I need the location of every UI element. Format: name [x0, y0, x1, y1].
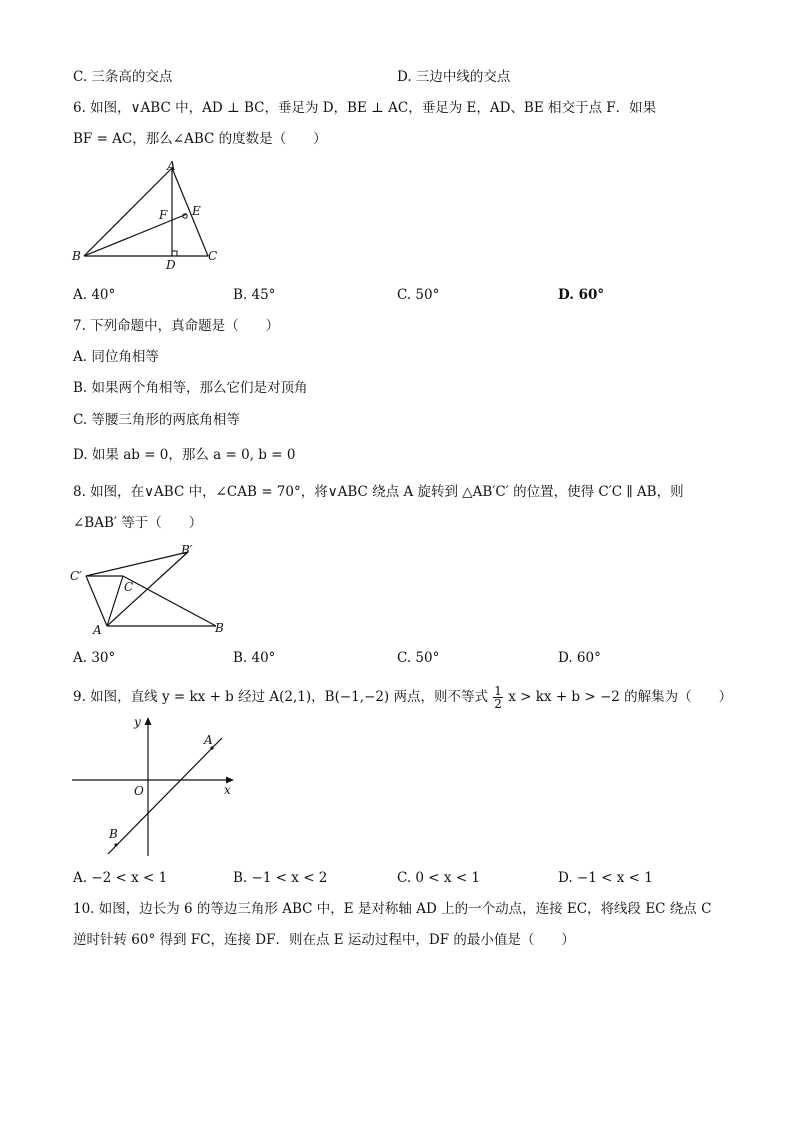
q8-stem-line2: ∠BAB′ 等于（ ） [73, 515, 203, 531]
q8-label-c1: C′ [70, 569, 82, 583]
q5-option-c: C. 三条高的交点 [73, 69, 173, 85]
q6-label-b: B [72, 249, 81, 263]
q8-label-b1: B′ [181, 543, 193, 557]
q8-figure [66, 540, 238, 640]
q6-label-d: D [166, 258, 176, 272]
q8-option-d: D. 60° [558, 650, 601, 666]
q10-stem-line2: 逆时针转 60° 得到 FC，连接 DF．则在点 E 运动过程中，DF 的最小值是（ ） [73, 932, 575, 948]
q9-option-d: D. −1 < x < 1 [558, 870, 653, 886]
q6-label-f: F [159, 208, 168, 222]
q9-label-a: A [204, 733, 213, 747]
q8-option-a: A. 30° [73, 650, 116, 666]
q9-label-o: O [134, 784, 144, 798]
q6-label-c: C [208, 249, 218, 263]
q7-stem: 7. 下列命题中，真命题是（ ） [73, 318, 280, 334]
q9-stem [73, 685, 732, 710]
q6-label-e: E [192, 204, 201, 218]
q9-fraction [493, 685, 503, 710]
q5-option-d: D. 三边中线的交点 [397, 69, 511, 85]
q6-stem-line1: 6. 如图，∨ABC 中，AD ⊥ BC，垂足为 D，BE ⊥ AC，垂足为 E，AD、BE 相交于点 F．如果 [73, 100, 657, 116]
q9-fraction-den: 2 [494, 697, 502, 711]
q6-option-a: A. 40° [73, 287, 116, 303]
q8-option-b: B. 40° [233, 650, 276, 666]
q6-option-b: B. 45° [233, 287, 276, 303]
q7-option-a: A. 同位角相等 [73, 349, 159, 365]
q6-label-a: A [167, 160, 176, 173]
q7-option-b: B. 如果两个角相等，那么它们是对顶角 [73, 380, 308, 396]
q8-option-c: C. 50° [397, 650, 440, 666]
q8-label-b: B [215, 621, 224, 635]
q9-figure [66, 712, 244, 862]
q9-option-c: C. 0 < x < 1 [397, 870, 481, 886]
q9-label-b: B [109, 827, 118, 841]
q8-label-a: A [93, 623, 102, 637]
q6-option-d: D. 60° [558, 287, 605, 303]
q6-stem-line2: BF = AC，那么∠ABC 的度数是（ ） [73, 131, 327, 147]
q7-option-d: D. 如果 ab = 0，那么 a = 0, b = 0 [73, 447, 296, 463]
q8-label-c: C [124, 580, 134, 594]
q9-option-a: A. −2 < x < 1 [73, 870, 168, 886]
q9-stem-pre: 9. 如图，直线 y = kx + b 经过 A(2,1)，B(−1,−2) 两点，则不等式 [73, 689, 488, 705]
q9-stem-post: x > kx + b > −2 的解集为（ ） [508, 689, 733, 705]
q10-stem-line1: 10. 如图，边长为 6 的等边三角形 ABC 中，E 是对称轴 AD 上的一个动点，连接 EC，将线段 EC 绕点 C [73, 901, 712, 917]
q7-option-c: C. 等腰三角形的两底角相等 [73, 412, 240, 428]
q9-fraction-num: 1 [494, 684, 502, 698]
q9-label-y: y [134, 715, 141, 729]
q6-option-c: C. 50° [397, 287, 440, 303]
q9-option-b: B. −1 < x < 2 [233, 870, 328, 886]
q9-label-x: x [224, 783, 231, 797]
q8-stem-line1: 8. 如图，在∨ABC 中，∠CAB = 70°，将∨ABC 绕点 A 旋转到 △AB′C′ 的位置，使得 C′C ∥ AB，则 [73, 484, 684, 500]
q6-figure [68, 160, 228, 272]
